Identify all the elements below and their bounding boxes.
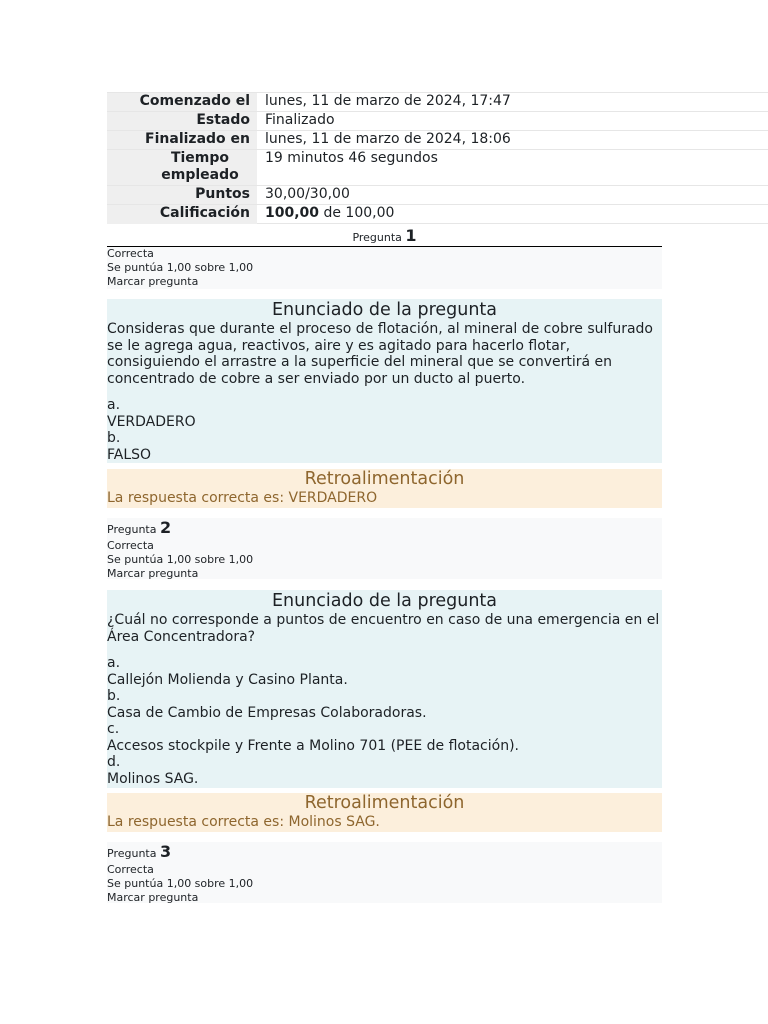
summary-row xyxy=(107,131,768,150)
question-text: ¿Cuál no corresponde a puntos de encuentro en caso de una emergencia en el Área Concentradora? xyxy=(107,612,660,645)
summary-label: Calificación xyxy=(107,205,257,224)
flag-question-link[interactable]: Marcar pregunta xyxy=(107,891,199,904)
option-letter: b. xyxy=(107,688,121,704)
question-heading: Enunciado de la pregunta xyxy=(271,300,498,320)
question-label: Pregunta xyxy=(352,231,402,244)
summary-label: Finalizado en xyxy=(107,131,257,150)
attempt-summary-table xyxy=(107,92,768,224)
question-1-content xyxy=(107,299,662,463)
question-1-info xyxy=(107,247,662,289)
grade-value: 100,00 xyxy=(265,205,320,221)
summary-row xyxy=(107,186,768,205)
summary-label: Tiempo empleado xyxy=(107,150,257,186)
flag-question-link[interactable]: Marcar pregunta xyxy=(107,275,199,288)
option-answer[interactable]: VERDADERO xyxy=(107,413,196,430)
question-label: Pregunta xyxy=(107,847,157,860)
option-letter: b. xyxy=(107,430,121,446)
summary-row xyxy=(107,205,768,224)
option-answer[interactable]: Casa de Cambio de Empresas Colaboradoras. xyxy=(107,704,427,721)
question-state: Correcta xyxy=(107,539,154,552)
question-2-info xyxy=(107,518,662,579)
option-letter: a. xyxy=(107,655,121,671)
question-1-feedback xyxy=(107,469,662,508)
option-answer[interactable]: Callejón Molienda y Casino Planta. xyxy=(107,671,348,688)
question-3-info xyxy=(107,842,662,903)
question-state: Correcta xyxy=(107,247,154,260)
question-heading: Enunciado de la pregunta xyxy=(271,591,498,611)
option-letter: d. xyxy=(107,754,121,770)
flag-question-link[interactable]: Marcar pregunta xyxy=(107,567,199,580)
summary-value: 30,00/30,00 xyxy=(257,186,768,205)
summary-value: lunes, 11 de marzo de 2024, 17:47 xyxy=(257,93,768,112)
summary-label: Comenzado el xyxy=(107,93,257,112)
option-answer[interactable]: Molinos SAG. xyxy=(107,770,199,787)
question-2-title xyxy=(107,518,662,539)
question-number: 2 xyxy=(159,518,172,537)
question-text: Consideras que durante el proceso de flotación, al mineral de cobre sulfurado se le agrega agua, reactivos, aire y es agitado para hacerlo flotar, consiguiendo el arrastre a la superficie del mineral que se convertirá en concentrado de cobre a ser enviado por un ducto al puerto. xyxy=(107,321,653,387)
option-answer[interactable]: FALSO xyxy=(107,446,152,463)
question-2-feedback xyxy=(107,793,662,832)
option-letter: a. xyxy=(107,397,121,413)
summary-label: Estado xyxy=(107,112,257,131)
summary-row xyxy=(107,112,768,131)
summary-value xyxy=(257,205,768,224)
right-answer: La respuesta correcta es: Molinos SAG. xyxy=(107,814,380,830)
right-answer: La respuesta correcta es: VERDADERO xyxy=(107,490,378,506)
summary-value: lunes, 11 de marzo de 2024, 18:06 xyxy=(257,131,768,150)
option-answer[interactable]: Accesos stockpile y Frente a Molino 701 (PEE de flotación). xyxy=(107,737,519,754)
feedback-heading: Retroalimentación xyxy=(304,469,465,489)
question-1-title xyxy=(107,226,662,247)
question-number: 3 xyxy=(159,842,172,861)
question-grade: Se puntúa 1,00 sobre 1,00 xyxy=(107,553,254,566)
summary-row xyxy=(107,93,768,112)
grade-total: de 100,00 xyxy=(319,205,395,221)
question-grade: Se puntúa 1,00 sobre 1,00 xyxy=(107,877,254,890)
summary-label: Puntos xyxy=(107,186,257,205)
summary-value: 19 minutos 46 segundos xyxy=(257,150,768,186)
question-2-content xyxy=(107,590,662,788)
feedback-heading: Retroalimentación xyxy=(304,793,465,813)
option-letter: c. xyxy=(107,721,120,737)
question-state: Correcta xyxy=(107,863,154,876)
summary-value: Finalizado xyxy=(257,112,768,131)
question-3-title xyxy=(107,842,662,863)
question-label: Pregunta xyxy=(107,523,157,536)
question-number: 1 xyxy=(405,226,417,245)
summary-row xyxy=(107,150,768,186)
question-grade: Se puntúa 1,00 sobre 1,00 xyxy=(107,261,254,274)
